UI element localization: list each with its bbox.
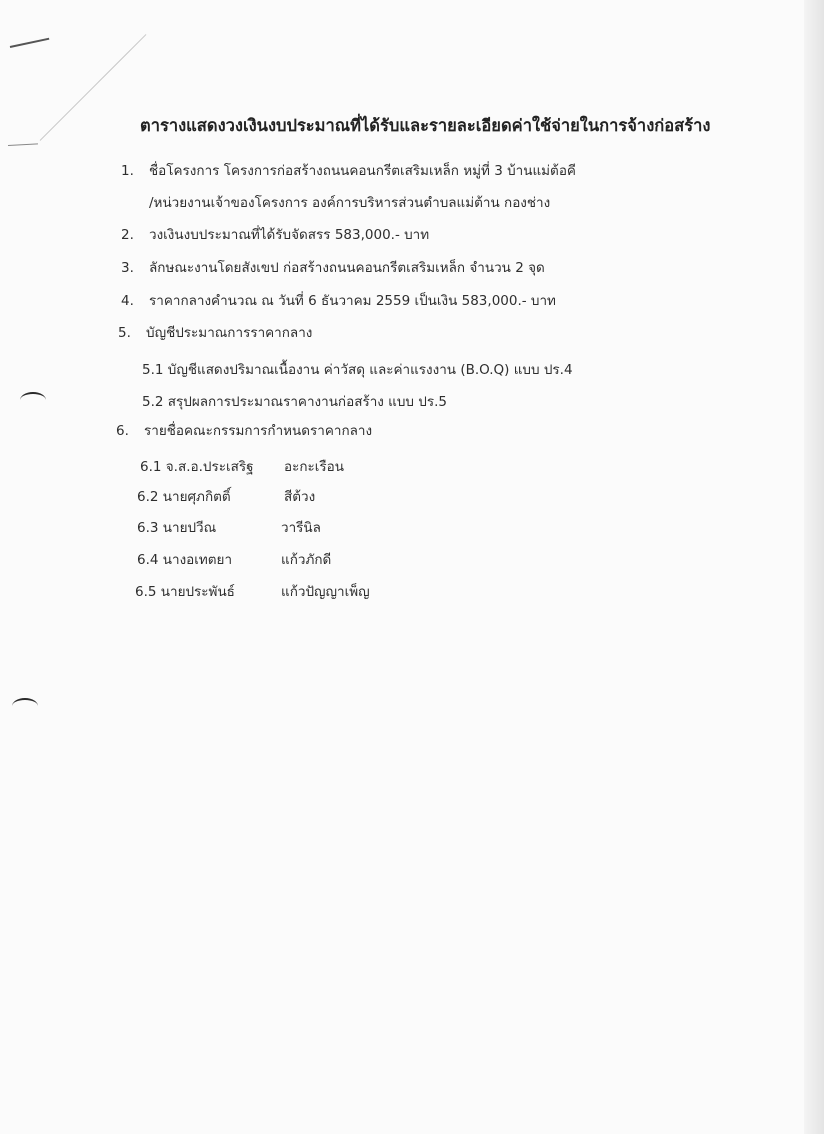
member-name: 6.2 นายศุภกิตติ์	[137, 489, 231, 505]
item-text: ลักษณะงานโดยสังเขป ก่อสร้างถนนคอนกรีตเสริมเหล็ก จำนวน 2 จุด	[149, 260, 545, 276]
item-6-committee-heading	[116, 419, 372, 441]
committee-member-2	[137, 485, 231, 507]
item-text: ราคากลางคำนวณ ณ วันที่ 6 ธันวาคม 2559 เป็นเงิน 583,000.- บาท	[149, 293, 556, 309]
item-1-project-name	[121, 159, 576, 181]
scan-fold-line-2	[10, 38, 50, 48]
item-5-price-estimate	[118, 321, 312, 343]
committee-member-4	[137, 548, 232, 570]
committee-member-3-surname: วารีนิล	[281, 520, 321, 536]
item-1-agency	[149, 191, 550, 213]
member-name: 6.3 นายปวีณ	[137, 520, 217, 536]
member-name: 6.5 นายประพันธ์	[135, 584, 235, 600]
item-text: บัญชีประมาณการราคากลาง	[146, 325, 313, 341]
document-title: ตารางแสดงวงเงินงบประมาณที่ได้รับและรายละเอียดค่าใช้จ่ายในการจ้างก่อสร้าง	[140, 116, 711, 135]
item-5-2-summary	[142, 390, 447, 412]
committee-member-4-surname: แก้วภักดี	[281, 552, 332, 568]
item-number: 1.	[121, 163, 134, 179]
item-text: ชื่อโครงการ โครงการก่อสร้างถนนคอนกรีตเสริมเหล็ก หมู่ที่ 3 บ้านแม่ต้อคี	[149, 163, 576, 179]
scan-fold-line-3	[8, 143, 38, 146]
punch-hole-mark-top	[20, 392, 46, 408]
member-name: 6.1 จ.ส.อ.ประเสริฐ	[140, 459, 254, 475]
item-text: รายชื่อคณะกรรมการกำหนดราคากลาง	[144, 423, 373, 439]
item-number: 5.	[118, 325, 131, 341]
committee-member-3	[137, 516, 216, 538]
committee-member-1-surname: อะกะเรือน	[284, 459, 344, 475]
committee-member-1	[140, 455, 254, 477]
item-number: 2.	[121, 227, 134, 243]
item-text: /หน่วยงานเจ้าของโครงการ องค์การบริหารส่วนตำบลแม่ต้าน กองช่าง	[149, 195, 551, 211]
page-edge-shadow	[804, 0, 824, 1134]
committee-member-2-surname: สีต้วง	[284, 489, 316, 505]
item-2-budget	[121, 223, 429, 245]
item-text: 5.1 บัญชีแสดงปริมาณเนื้องาน ค่าวัสดุ และค่าแรงงาน (B.O.Q) แบบ ปร.4	[142, 362, 573, 378]
committee-member-5-surname: แก้วปัญญาเพ็ญ	[281, 584, 370, 600]
committee-member-5	[135, 580, 235, 602]
item-4-median-price	[121, 289, 556, 311]
punch-hole-mark-bottom	[12, 698, 38, 714]
item-5-1-boq	[142, 358, 573, 380]
item-3-description	[121, 256, 545, 278]
item-text: 5.2 สรุปผลการประมาณราคางานก่อสร้าง แบบ ปร.5	[142, 394, 447, 410]
member-name: 6.4 นางอเทตยา	[137, 552, 233, 568]
item-number: 4.	[121, 293, 134, 309]
item-number: 3.	[121, 260, 134, 276]
item-number: 6.	[116, 423, 129, 439]
scan-fold-line	[40, 34, 147, 141]
item-text: วงเงินงบประมาณที่ได้รับจัดสรร 583,000.- บาท	[149, 227, 430, 243]
